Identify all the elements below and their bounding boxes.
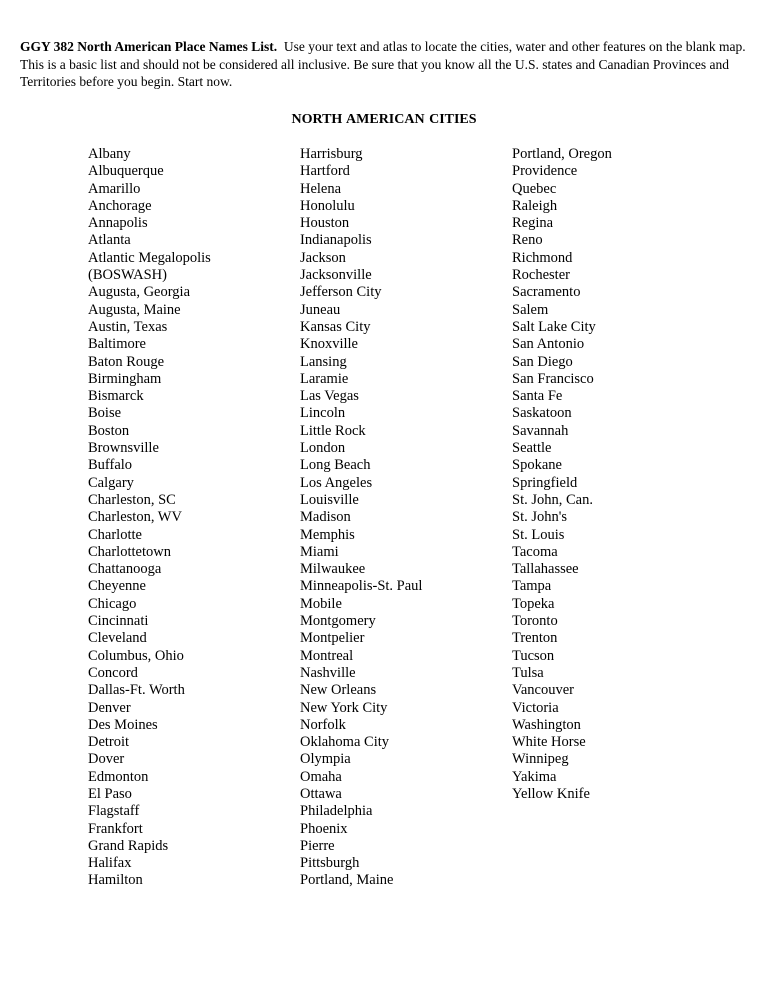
- city-name: Calgary: [88, 474, 134, 491]
- city-name: Victoria: [512, 699, 559, 716]
- city-name: Jefferson City: [300, 284, 382, 301]
- city-name: Memphis: [300, 526, 355, 543]
- city-name: Portland, Maine: [300, 872, 394, 889]
- city-name: Pittsburgh: [300, 855, 360, 872]
- city-name: Harrisburg: [300, 146, 363, 162]
- city-name: Chattanooga: [88, 561, 162, 578]
- city-name: Atlanta: [88, 232, 131, 249]
- city-name: Saskatoon: [512, 405, 572, 422]
- city-name: Toronto: [512, 613, 558, 630]
- city-name: Concord: [88, 664, 138, 681]
- city-name: Las Vegas: [300, 388, 359, 405]
- city-name: Miami: [300, 543, 339, 560]
- city-name: Tampa: [512, 578, 552, 595]
- city-name: Des Moines: [88, 716, 158, 733]
- city-name: Laramie: [300, 370, 349, 387]
- city-name: Yellow Knife: [512, 785, 590, 802]
- city-name: St. John, Can.: [512, 491, 593, 508]
- city-column-1: [88, 146, 211, 890]
- city-name: Salt Lake City: [512, 318, 596, 335]
- city-name: Long Beach: [300, 457, 371, 474]
- city-name: Little Rock: [300, 422, 366, 439]
- city-name: Washington: [512, 716, 581, 733]
- city-name: San Antonio: [512, 336, 585, 353]
- city-name: Tacoma: [512, 543, 558, 560]
- city-name: Spokane: [512, 457, 562, 474]
- city-name: Lincoln: [300, 405, 346, 422]
- city-name: Omaha: [300, 768, 342, 785]
- city-name: San Francisco: [512, 370, 594, 387]
- city-name: Honolulu: [300, 197, 355, 214]
- city-name: Birmingham: [88, 370, 162, 387]
- city-name: Charleston, SC: [88, 491, 176, 508]
- city-name: Richmond: [512, 249, 573, 266]
- city-name: Montreal: [300, 647, 354, 664]
- city-name: Tucson: [512, 647, 555, 664]
- city-name: Bismarck: [88, 388, 144, 405]
- city-name: Charleston, WV: [88, 509, 182, 526]
- city-name: San Diego: [512, 353, 573, 370]
- city-name: Sacramento: [512, 284, 581, 301]
- city-name: Boise: [88, 405, 122, 422]
- city-name: Columbus, Ohio: [88, 647, 184, 664]
- city-name: Salem: [512, 301, 549, 318]
- city-name: Buffalo: [88, 457, 133, 474]
- city-name: St. Louis: [512, 526, 565, 543]
- city-name: Yakima: [512, 768, 557, 785]
- city-name: Indianapolis: [300, 232, 372, 249]
- city-name: Brownsville: [88, 440, 159, 457]
- city-name: Jacksonville: [300, 267, 372, 284]
- city-name: Jackson: [300, 249, 346, 266]
- city-name: Charlottetown: [88, 543, 171, 560]
- city-name: Anchorage: [88, 197, 152, 214]
- city-name: Portland, Oregon: [512, 146, 612, 162]
- city-name: Raleigh: [512, 197, 558, 214]
- city-name: Vancouver: [512, 682, 575, 699]
- city-name: New Orleans: [300, 682, 377, 699]
- city-name: Mobile: [300, 595, 342, 612]
- city-name: Albany: [88, 146, 131, 162]
- city-name: Norfolk: [300, 716, 346, 733]
- city-column-2: [300, 146, 422, 890]
- city-name: Regina: [512, 215, 554, 232]
- city-name: Detroit: [88, 734, 130, 751]
- city-name: Charlotte: [88, 526, 142, 543]
- city-name: Pierre: [300, 837, 335, 854]
- city-name: Grand Rapids: [88, 837, 169, 854]
- city-name: Albuquerque: [88, 163, 164, 180]
- city-name: Santa Fe: [512, 388, 563, 405]
- city-name: El Paso: [88, 785, 132, 802]
- city-name: Chicago: [88, 595, 137, 612]
- city-name: Tallahassee: [512, 561, 579, 578]
- city-name: Austin, Texas: [88, 318, 168, 335]
- city-name: Cleveland: [88, 630, 147, 647]
- city-name: Montgomery: [300, 613, 376, 630]
- intro-instructions: Use your text and atlas to locate the cities, water and other features on the blank map. This is a basic list and should not be considered all inclusive. Be sure that you know all the U.S. states and Canadian Provinces and Territories before you begin. Start now.: [20, 39, 746, 89]
- city-name: Hamilton: [88, 872, 143, 889]
- city-name: Springfield: [512, 474, 578, 491]
- city-name: Cheyenne: [88, 578, 146, 595]
- city-name: Oklahoma City: [300, 734, 390, 751]
- city-name: Knoxville: [300, 336, 358, 353]
- city-name: Rochester: [512, 267, 570, 284]
- city-name: Baton Rouge: [88, 353, 165, 370]
- city-name: Minneapolis-St. Paul: [300, 578, 423, 595]
- city-name: New York City: [300, 699, 388, 716]
- intro-paragraph: [20, 38, 750, 91]
- city-name: Juneau: [300, 301, 341, 318]
- city-name: Hartford: [300, 163, 350, 180]
- city-name: Cincinnati: [88, 613, 149, 630]
- city-name: Frankfort: [88, 820, 143, 837]
- city-name: Olympia: [300, 751, 351, 768]
- city-name: White Horse: [512, 734, 586, 751]
- city-name: Augusta, Georgia: [88, 284, 191, 301]
- city-name: Baltimore: [88, 336, 146, 353]
- city-name: Atlantic Megalopolis: [88, 249, 211, 266]
- city-name: Tulsa: [512, 664, 544, 681]
- city-name: Boston: [88, 422, 130, 439]
- city-name: Lansing: [300, 353, 347, 370]
- city-name: Reno: [512, 232, 543, 249]
- city-name: Halifax: [88, 855, 132, 872]
- city-name: Madison: [300, 509, 351, 526]
- city-name: St. John's: [512, 509, 567, 526]
- city-name: Amarillo: [88, 180, 141, 197]
- city-name: Dover: [88, 751, 125, 768]
- city-name: Augusta, Maine: [88, 301, 181, 318]
- city-name: Quebec: [512, 180, 557, 197]
- city-name: Houston: [300, 215, 350, 232]
- city-name: Dallas-Ft. Worth: [88, 682, 185, 699]
- city-name: Ottawa: [300, 785, 342, 802]
- city-name: Phoenix: [300, 820, 348, 837]
- city-name: Edmonton: [88, 768, 149, 785]
- city-name: Topeka: [512, 595, 555, 612]
- city-name: London: [300, 440, 346, 457]
- list-title: GGY 382 North American Place Names List.: [20, 39, 278, 54]
- section-heading: NORTH AMERICAN CITIES: [291, 112, 477, 127]
- city-name: Annapolis: [88, 215, 148, 232]
- city-name: Savannah: [512, 422, 569, 439]
- city-name: Kansas City: [300, 318, 371, 335]
- city-name: Philadelphia: [300, 803, 373, 820]
- city-name: Louisville: [300, 491, 359, 508]
- city-name: Los Angeles: [300, 474, 373, 491]
- city-column-3: [512, 146, 612, 803]
- city-name: Flagstaff: [88, 803, 140, 820]
- city-name: Denver: [88, 699, 131, 716]
- city-name: Milwaukee: [300, 561, 366, 578]
- city-name: Seattle: [512, 440, 552, 457]
- city-name: Montpelier: [300, 630, 365, 647]
- city-name: Nashville: [300, 664, 356, 681]
- city-name: Winnipeg: [512, 751, 569, 768]
- city-name: Providence: [512, 163, 578, 180]
- city-name: (BOSWASH): [88, 267, 167, 284]
- city-name: Helena: [300, 180, 342, 197]
- city-name: Trenton: [512, 630, 558, 647]
